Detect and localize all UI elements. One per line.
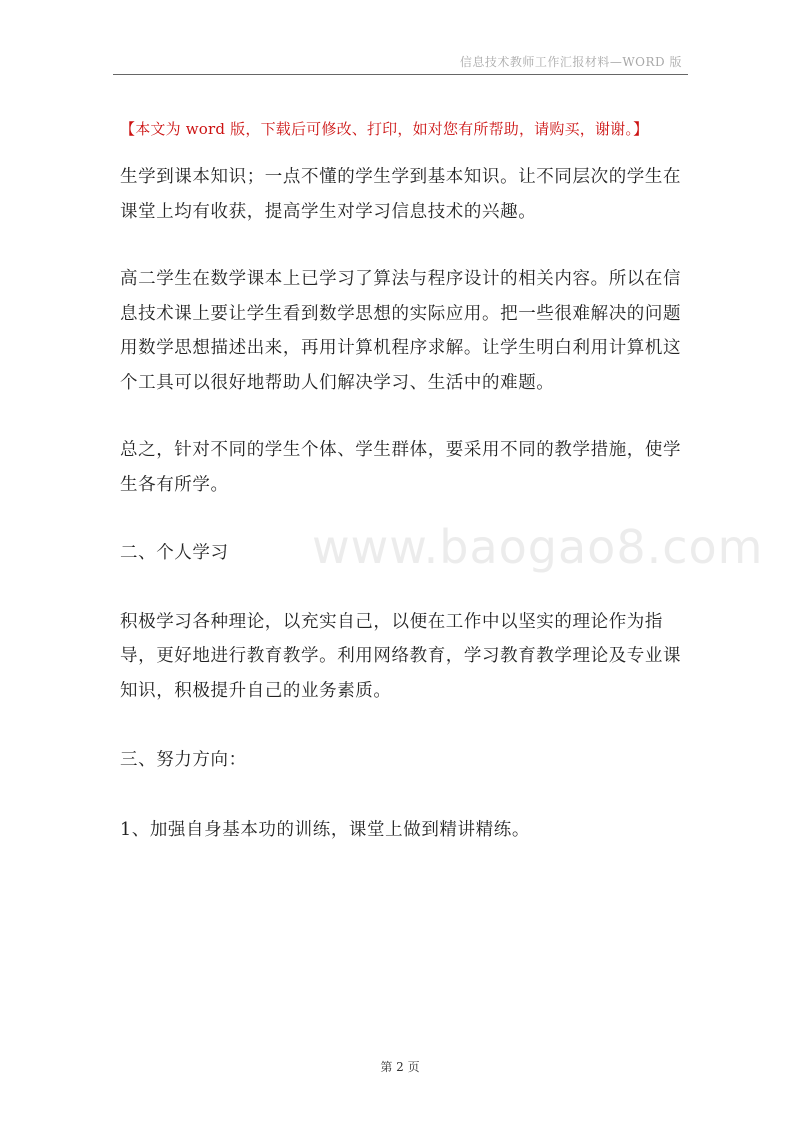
list-item-1: 1、加强自身基本功的训练，课堂上做到精讲精练。 [120, 819, 530, 840]
running-header: 信息技术教师工作汇报材料—WORD 版 [459, 55, 682, 69]
section-heading-personal-study: 二、个人学习 [120, 543, 229, 563]
body-paragraph-3: 总之，针对不同的学生个体、学生群体，要采用不同的教学措施，使学生各有所学。 [120, 440, 682, 495]
section-heading-direction: 三、努力方向： [120, 750, 247, 770]
document-body [120, 160, 690, 847]
header-divider [113, 74, 688, 75]
body-paragraph-2: 高二学生在数学课本上已学习了算法与程序设计的相关内容。所以在信息技术课上要让学生看到数学思想的实际应用。把一些很难解决的问题用数学思想描述出来，再用计算机程序求解。让学生明白利用计算机这个工具可以很好地帮助人们解决学习、生活中的难题。 [120, 269, 682, 393]
body-paragraph-1: 生学到课本知识；一点不懂的学生学到基本知识。让不同层次的学生在课堂上均有收获，提高学生对学习信息技术的兴趣。 [120, 167, 682, 222]
page-number: 第 2 页 [380, 1060, 420, 1074]
watermark: www.baogao8.com [312, 520, 764, 574]
body-paragraph-4: 积极学习各种理论，以充实自己，以便在工作中以坚实的理论作为指导，更好地进行教育教学。利用网络教育，学习教育教学理论及专业课知识，积极提升自己的业务素质。 [120, 611, 682, 701]
download-notice: 【本文为 word 版，下载后可修改、打印，如对您有所帮助，请购买，谢谢。】 [120, 120, 649, 138]
